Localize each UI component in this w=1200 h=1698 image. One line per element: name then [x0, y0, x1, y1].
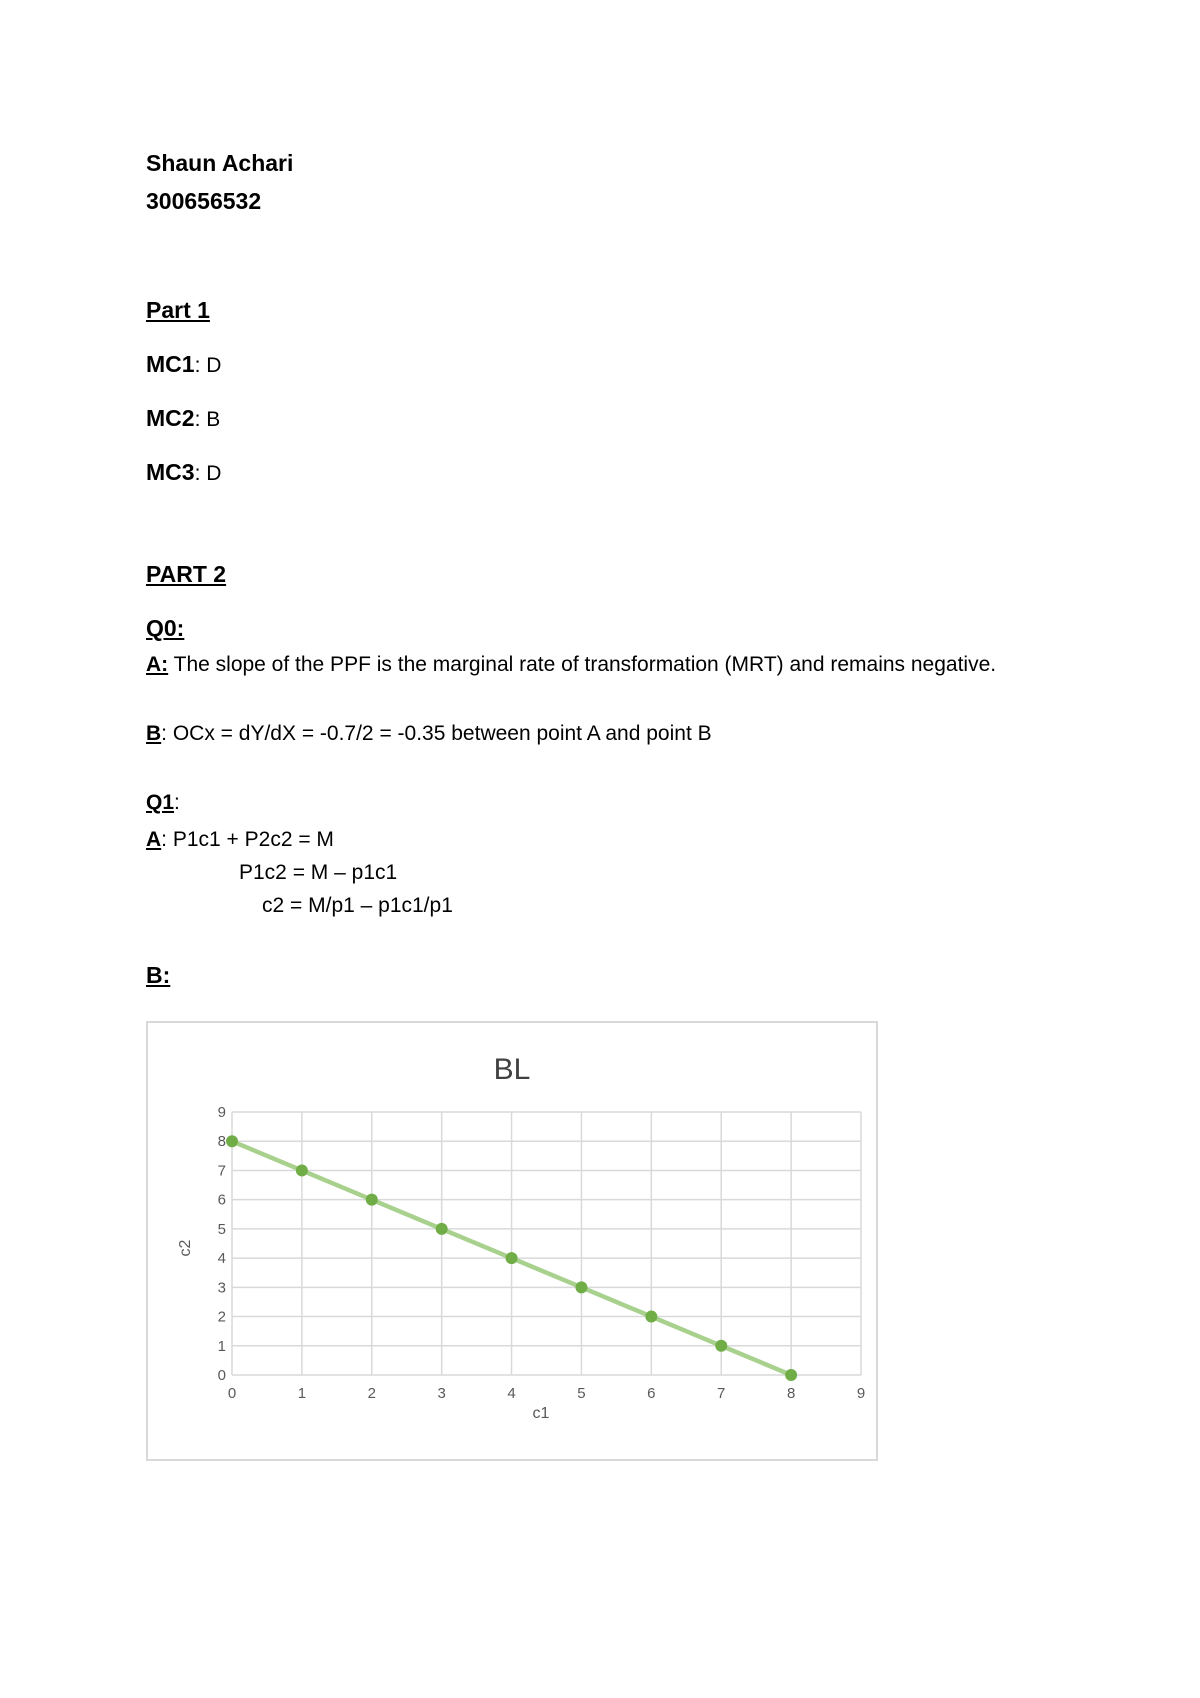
x-axis-ticks — [228, 1385, 865, 1402]
mc1-value: D — [206, 354, 222, 377]
data-point — [715, 1340, 727, 1352]
y-axis-ticks — [218, 1104, 226, 1384]
data-point — [366, 1194, 378, 1206]
data-point — [575, 1281, 587, 1293]
mc1-answer — [146, 351, 221, 379]
q0-a-label: A: — [146, 653, 169, 676]
q0-b-label: B — [146, 722, 162, 745]
q0-answer-b — [146, 721, 712, 747]
y-tick-label: 6 — [217, 1191, 226, 1209]
q0-a-text: The slope of the PPF is the marginal rate of transformation (MRT) and remains negative. — [168, 653, 997, 676]
q1-a-line1: : P1c1 + P2c2 = M — [161, 828, 334, 851]
y-tick-label: 7 — [217, 1162, 226, 1180]
x-tick-label: 6 — [647, 1385, 656, 1402]
chart-title: BL — [493, 1053, 531, 1086]
y-tick-label: 0 — [217, 1367, 226, 1384]
y-tick-label: 4 — [217, 1250, 226, 1268]
x-tick-label: 8 — [786, 1385, 796, 1402]
x-tick-label: 0 — [227, 1385, 237, 1402]
chart-grid — [232, 1112, 861, 1375]
q1-a-label: A — [146, 828, 162, 851]
x-tick-label: 9 — [856, 1385, 866, 1402]
q0-b-text: : OCx = dY/dX = -0.7/2 = -0.35 between point A and point B — [161, 722, 712, 745]
data-point — [436, 1223, 448, 1235]
mc1-label: MC1 — [146, 351, 195, 377]
part2-title: PART 2 — [146, 561, 227, 587]
data-point — [296, 1164, 308, 1176]
y-tick-label: 8 — [217, 1133, 226, 1151]
x-tick-label: 4 — [507, 1385, 516, 1402]
q1-heading — [146, 790, 180, 816]
q1-label: Q1 — [146, 791, 175, 814]
x-axis-label: c1 — [532, 1405, 550, 1422]
q1-a-line2: P1c2 = M – p1c1 — [239, 861, 398, 884]
author-name: Shaun Achari — [146, 150, 294, 176]
mc2-answer — [146, 405, 220, 433]
part1-title: Part 1 — [146, 297, 210, 323]
mc3-value: D — [206, 462, 222, 485]
q1-b-label: B: — [146, 962, 171, 988]
q1-a-line3: c2 = M/p1 – p1c1/p1 — [262, 894, 453, 917]
mc3-answer — [146, 459, 221, 487]
data-point — [785, 1369, 797, 1381]
y-tick-label: 1 — [217, 1337, 226, 1355]
budget-line-chart-svg — [148, 1023, 876, 1459]
mc2-value: B — [206, 408, 221, 431]
q1-answer-a — [146, 827, 334, 853]
y-tick-label: 9 — [217, 1104, 226, 1121]
x-tick-label: 2 — [367, 1385, 376, 1402]
x-tick-label: 1 — [297, 1385, 307, 1402]
y-tick-label: 5 — [217, 1220, 226, 1238]
mc1-sep: : — [194, 354, 207, 377]
data-point — [645, 1311, 657, 1323]
mc3-label: MC3 — [146, 459, 195, 485]
mc3-sep: : — [194, 462, 207, 485]
mc2-label: MC2 — [146, 405, 195, 431]
q1-label-suffix: : — [174, 791, 180, 814]
mc2-sep: : — [194, 408, 207, 431]
q0-answer-a — [146, 652, 996, 678]
x-tick-label: 3 — [437, 1385, 446, 1402]
x-tick-label: 7 — [717, 1385, 726, 1402]
q0-label: Q0: — [146, 615, 185, 641]
y-tick-label: 3 — [217, 1279, 226, 1297]
student-id: 300656532 — [146, 188, 262, 214]
x-tick-label: 5 — [577, 1385, 586, 1402]
y-tick-label: 2 — [217, 1308, 226, 1326]
data-point — [226, 1135, 238, 1147]
budget-line-chart — [146, 1021, 878, 1461]
y-axis-label: c2 — [177, 1239, 194, 1257]
data-point — [506, 1252, 518, 1264]
